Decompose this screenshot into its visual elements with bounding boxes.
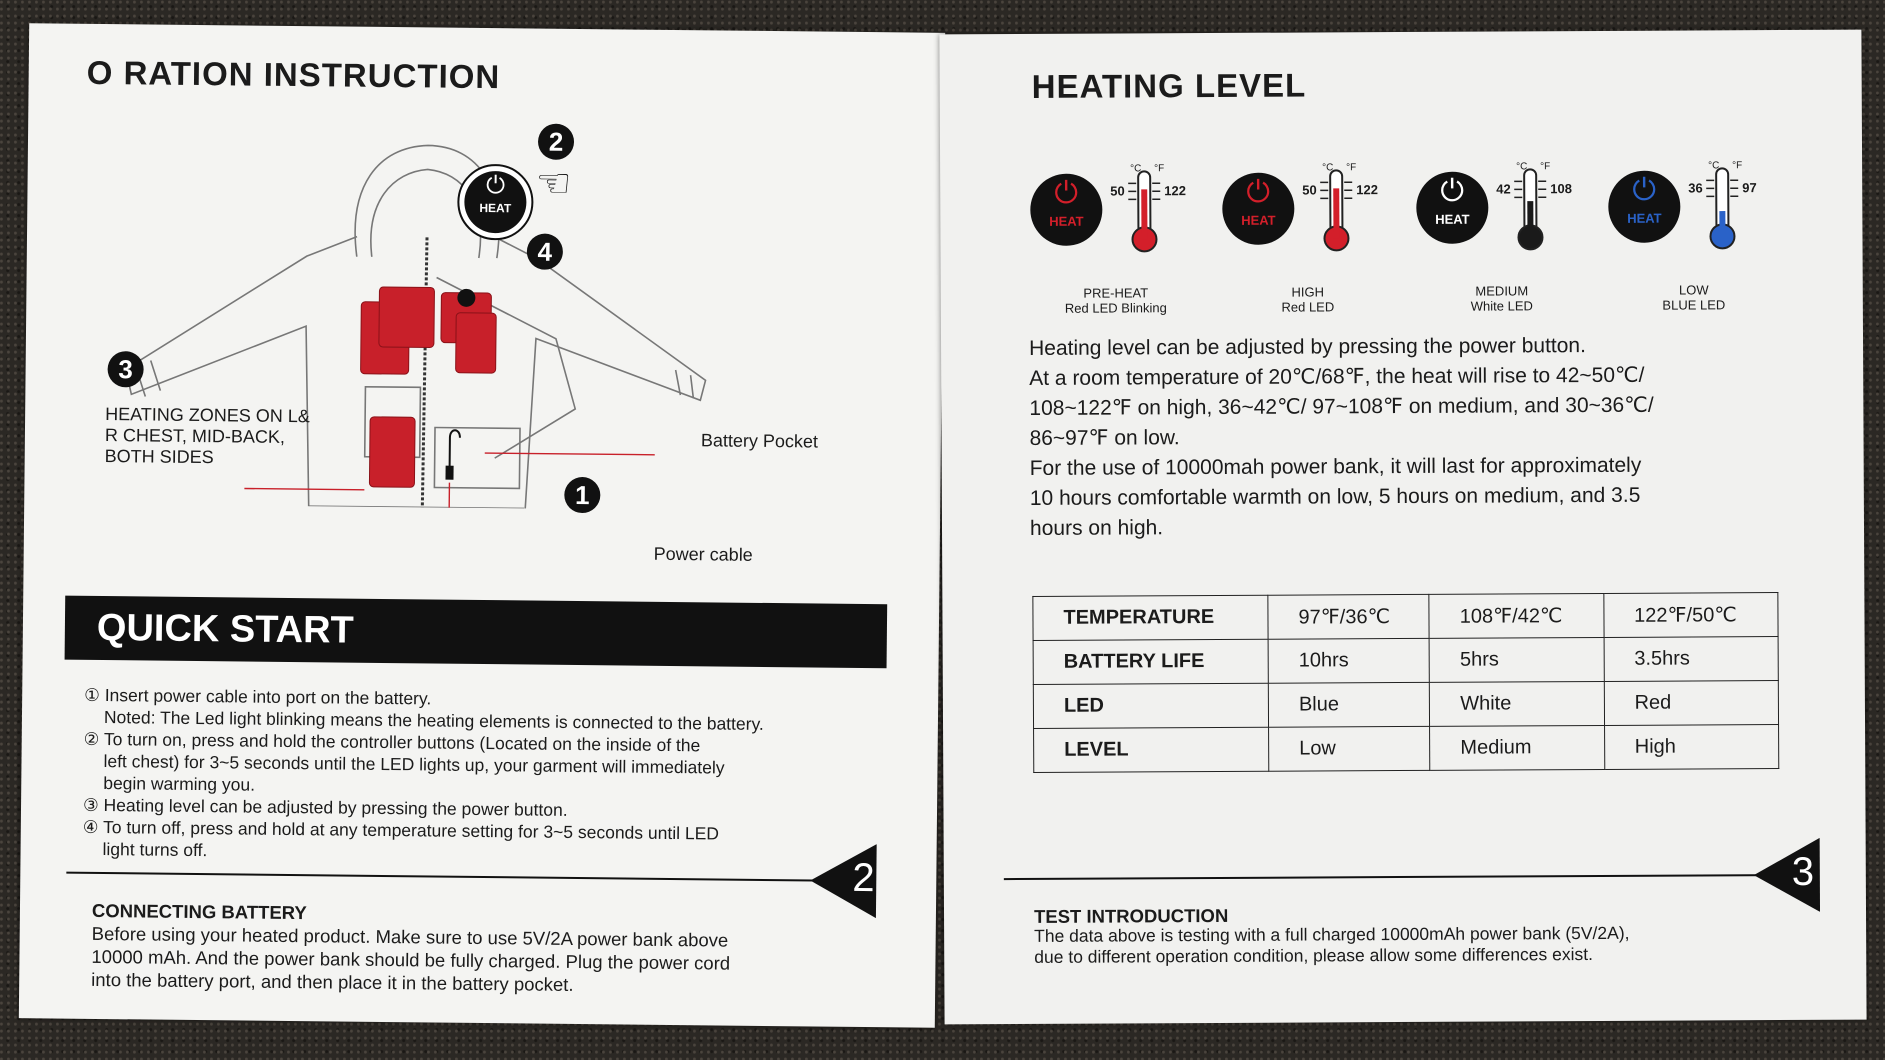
heat-led-button: ⏻ HEAT xyxy=(1416,172,1488,244)
table-cell: White xyxy=(1430,681,1605,726)
row-header-cell: LEVEL xyxy=(1034,727,1269,772)
power-icon: ⏻ xyxy=(1054,176,1079,210)
level-caption: PRE-HEAT Red LED Blinking xyxy=(1064,285,1167,316)
thermometer-icon xyxy=(1292,162,1402,258)
table-cell: 5hrs xyxy=(1429,637,1604,682)
right-page xyxy=(939,30,1866,1025)
operation-instruction-title: O RATION INSTRUCTION xyxy=(86,53,501,96)
table-cell: Red xyxy=(1604,681,1779,726)
row-header-cell: BATTERY LIFE xyxy=(1033,639,1268,684)
thermometer-icon xyxy=(1678,160,1788,256)
left-page xyxy=(19,23,945,1028)
power-icon: ⏻ xyxy=(1246,175,1271,209)
table-row xyxy=(1034,725,1779,773)
heating-level-1: ⏻ HEAT °C °F 50 122 HIGH Red LED xyxy=(1222,162,1413,323)
table-cell: 3.5hrs xyxy=(1604,637,1779,682)
table-cell: Medium xyxy=(1430,725,1605,770)
table-cell: Blue xyxy=(1268,682,1429,727)
table-cell: 108℉/42℃ xyxy=(1429,593,1604,638)
heat-led-button: ⏻ HEAT xyxy=(1222,173,1294,245)
table-cell: 122℉/50℃ xyxy=(1603,593,1778,638)
side-heating-pad xyxy=(369,417,415,487)
thermometer-icon xyxy=(1486,161,1596,257)
page-number: 3 xyxy=(1791,849,1815,894)
divider-line xyxy=(66,872,826,882)
heat-led-button: ⏻ HEAT xyxy=(1030,174,1102,246)
power-icon: ⏻ xyxy=(1632,173,1657,207)
power-icon: ⏻ xyxy=(1440,174,1465,208)
connecting-battery-text: Before using your heated product. Make sure to use 5V/2A power bank above 10000 mAh. And the power bank should be fully charged. Plug the power cord into the battery port, and then place it in the battery pocket. xyxy=(91,922,731,995)
quick-start-heading: QUICK START xyxy=(65,596,888,669)
table-row xyxy=(1033,681,1778,729)
page-number: 2 xyxy=(852,855,875,901)
thermometer-icon xyxy=(1100,163,1210,259)
level-caption: LOW BLUE LED xyxy=(1662,282,1726,313)
test-introduction-title: TEST INTRODUCTION xyxy=(1033,904,1229,927)
table-row xyxy=(1033,593,1778,641)
table-cell: 97℉/36℃ xyxy=(1268,594,1429,639)
row-header-cell: TEMPERATURE xyxy=(1033,595,1268,640)
heat-power-button: ⏻ HEAT xyxy=(457,164,534,241)
heating-level-0: ⏻ HEAT °C °F 50 122 PRE-HEAT Red LED Blinking xyxy=(1030,163,1221,324)
step-4-badge: 4 xyxy=(527,233,563,269)
quick-start-steps: ① Insert power cable into port on the battery. Noted: The Led light blinking means the heating elements is connected to the battery. ② To turn on, press and hold the controller buttons (Located on the inside of the left chest) for 3~5 seconds until the LED lights up, your garment will immediately begin warming you. ③ Heating level can be adjusted by pressing the power button. ④ To turn off, press and hold at any temperature setting for 3~5 seconds until LED light turns off. xyxy=(82,684,764,861)
heating-description: Heating level can be adjusted by pressing the power button. At a room temperature of 20℃/68℉, the heat will rise to 42~50℃/ 108~122℉ on high, 36~42℃/ 97~108℉ on medium, and 30~36℃/ 86~97℉ on low. For the use of 10000mah power bank, it will last for approximately 10 hours comfortable warmth on low, 5 hours on medium, and 3.5 hours on high. xyxy=(1028,334,1654,540)
table-cell: 10hrs xyxy=(1268,638,1429,683)
heat-led-button: ⏻ HEAT xyxy=(1608,171,1680,243)
test-introduction-text: The data above is testing with a full charged 10000mAh power bank (5V/2A), due to different operation condition, please allow some differences exist. xyxy=(1034,922,1630,967)
connecting-battery-title: CONNECTING BATTERY xyxy=(91,899,307,924)
heating-zones-label: HEATING ZONES ON L& R CHEST, MID-BACK, BOTH SIDES xyxy=(104,404,310,468)
battery-pocket-label: Battery Pocket xyxy=(700,430,819,452)
table-row xyxy=(1033,637,1778,685)
table-cell: Low xyxy=(1269,726,1430,771)
pointing-hand-icon: ☜ xyxy=(535,161,572,206)
heating-level-3: ⏻ HEAT °C °F 36 97 LOW BLUE LED xyxy=(1608,160,1799,321)
level-caption: MEDIUM White LED xyxy=(1470,283,1533,314)
level-caption: HIGH Red LED xyxy=(1281,284,1335,315)
step-2-badge: 2 xyxy=(538,124,574,160)
power-icon: ⏻ xyxy=(485,172,506,200)
row-header-cell: LED xyxy=(1033,683,1268,728)
power-cable-label: Power cable xyxy=(653,543,753,565)
table-cell: High xyxy=(1604,725,1779,770)
heating-levels-row xyxy=(1030,160,1811,324)
divider-line xyxy=(1004,874,1774,880)
heating-level-title: HEATING LEVEL xyxy=(1031,66,1307,105)
heating-level-2: ⏻ HEAT °C °F 42 108 MEDIUM White LED xyxy=(1416,161,1607,322)
step-1-badge: 1 xyxy=(564,477,600,513)
heating-spec-table xyxy=(1032,592,1779,773)
step-3-badge: 3 xyxy=(107,351,143,387)
